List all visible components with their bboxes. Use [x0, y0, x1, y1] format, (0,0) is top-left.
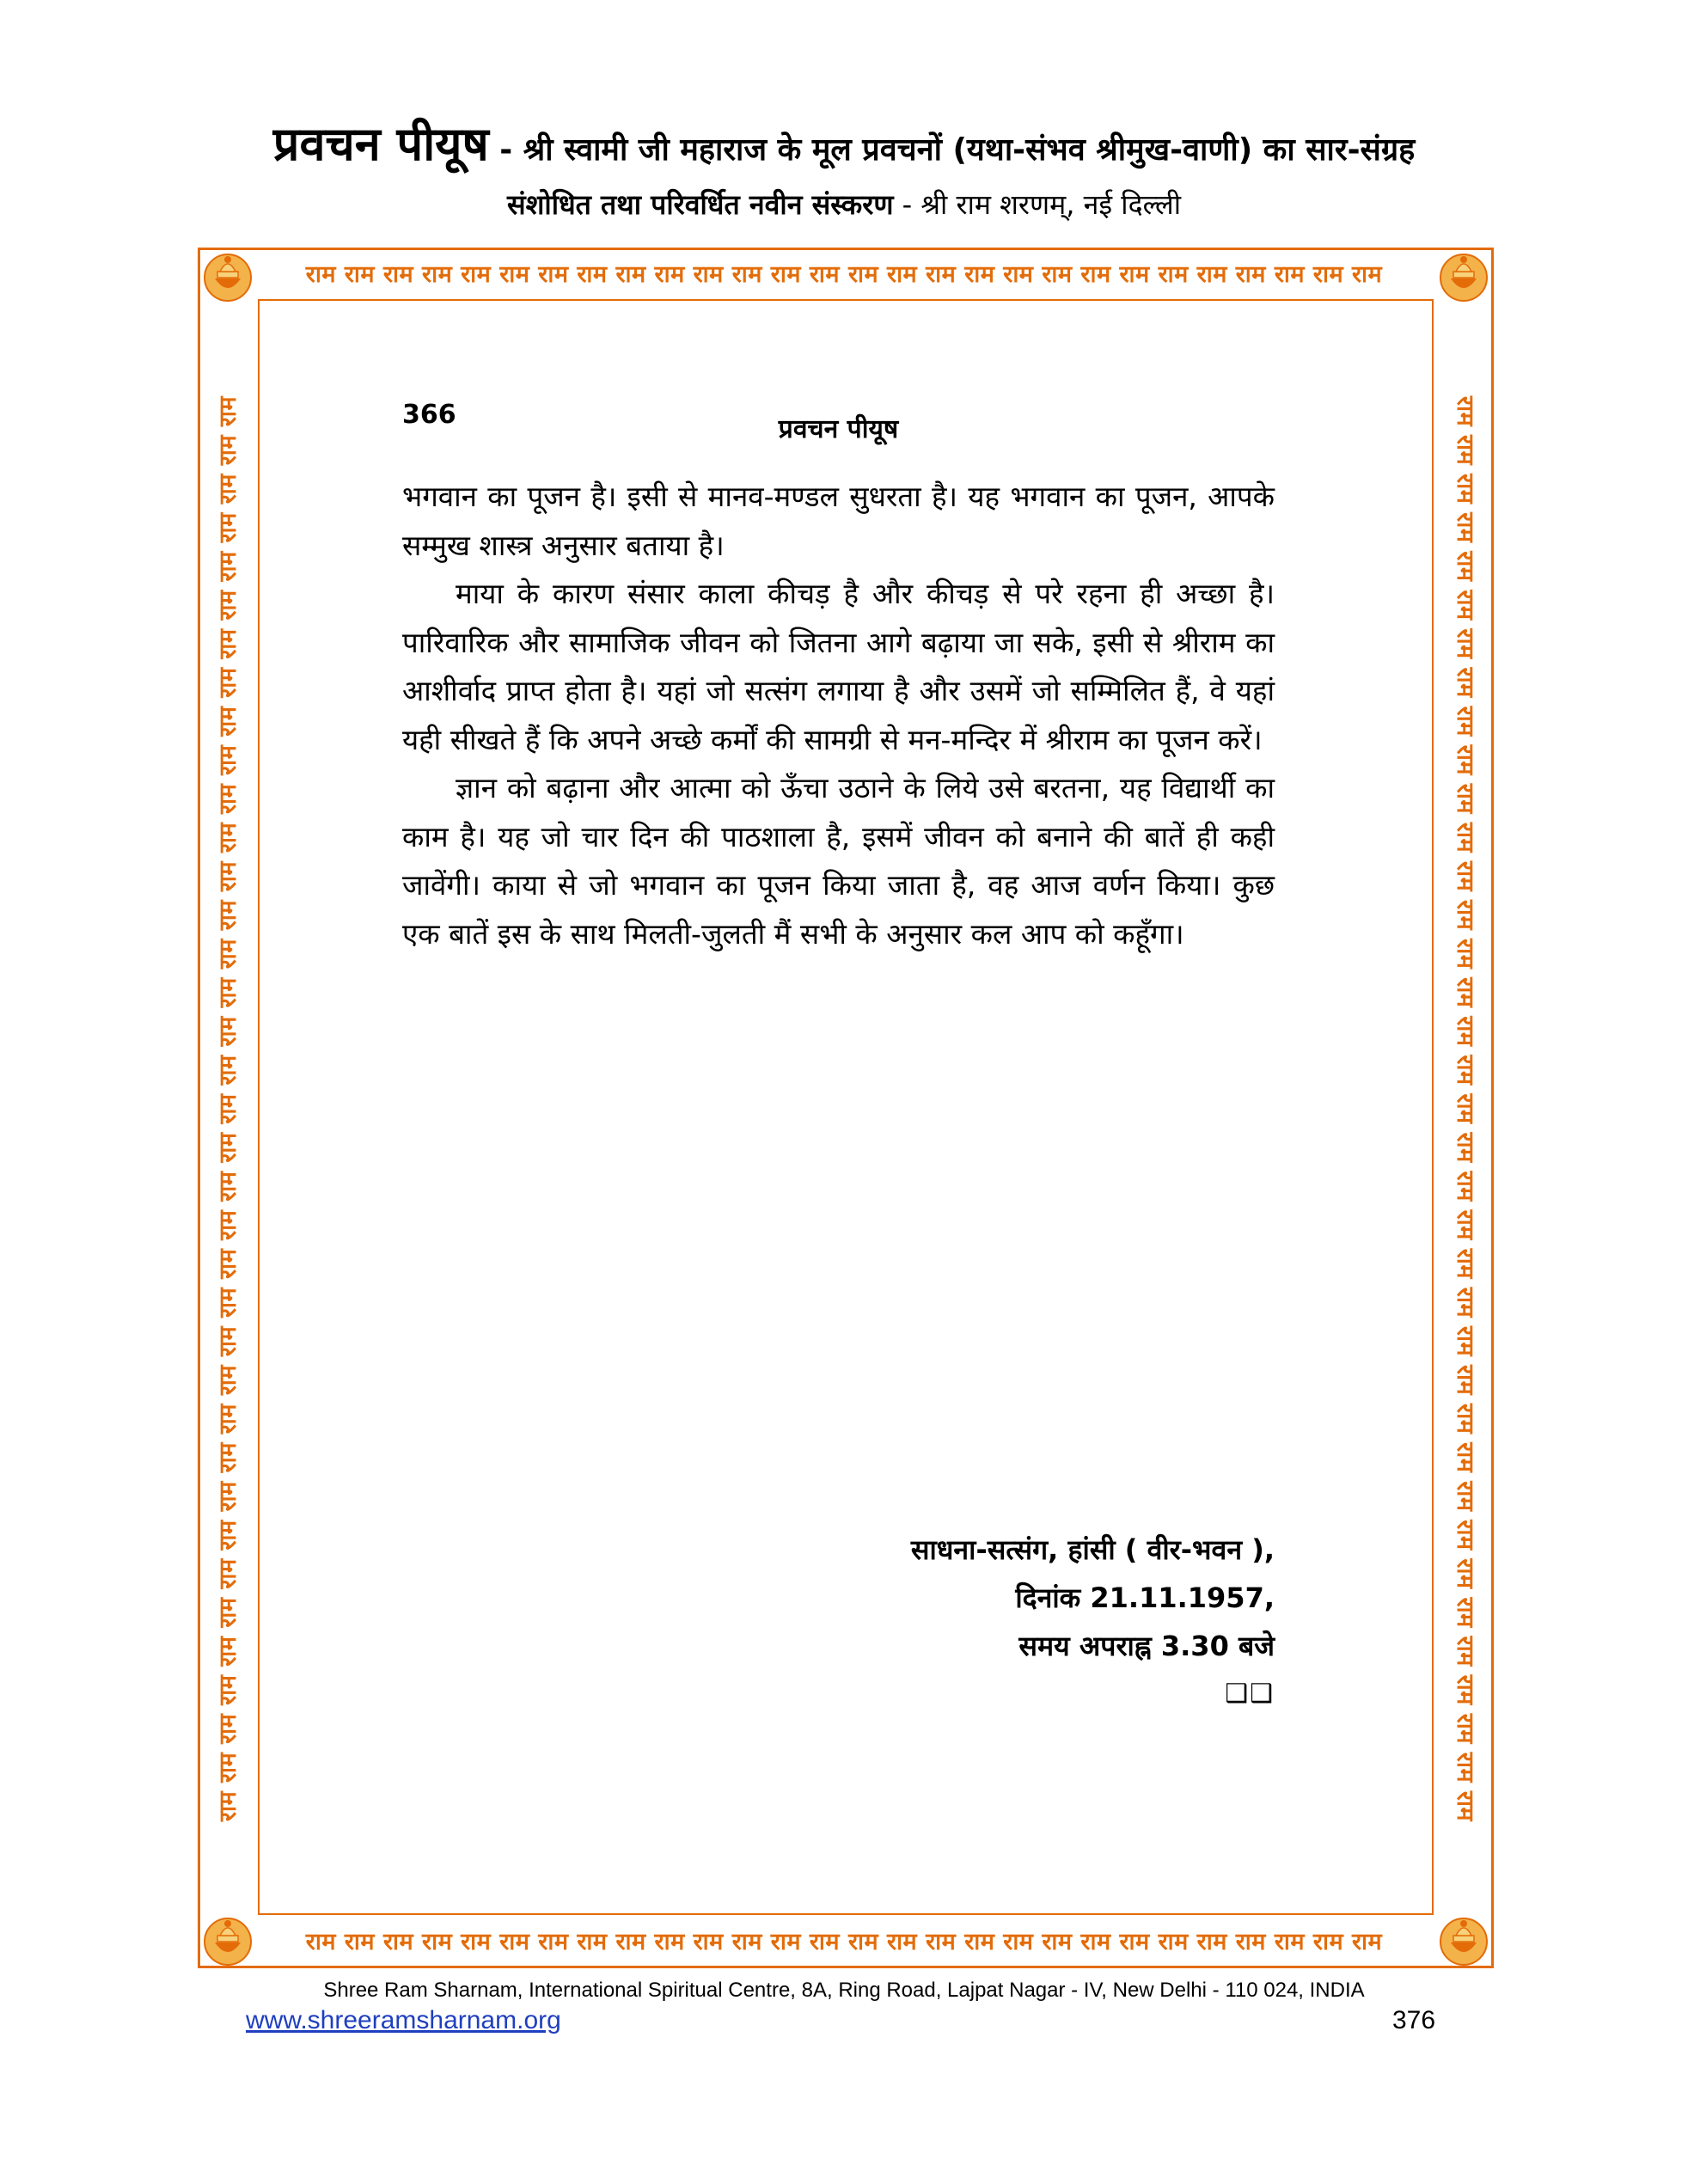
kalash-icon	[201, 249, 254, 303]
footer-address: Shree Ram Sharnam, International Spiritual Centre, 8A, Ring Road, Lajpat Nagar - IV, New Delhi - 110 024, INDIA	[323, 1979, 1365, 2002]
kalash-icon	[201, 1913, 254, 1967]
kalash-icon	[1437, 1913, 1490, 1967]
border-right-band	[1439, 309, 1490, 1908]
border-left-band	[203, 309, 254, 1908]
paragraph-3: ज्ञान को बढ़ाना और आत्मा को ऊँचा उठाने के लिये उसे बरतना, यह विद्यार्थी का काम है। यह जो चार दिन की पाठशाला है, इसमें जीवन को बनाने की बातें ही कही जावेंगी। काया से जो भगवान का पूजन किया जाता है, वह आज वर्णन किया। कुछ एक बातें इस के साथ मिलती-जुलती मैं सभी के अनुसार कल आप को कहूँगा।	[402, 771, 1275, 951]
book-page-signature	[402, 1526, 1275, 1718]
paragraph-1: भगवान का पूजन है। इसी से मानव-मण्डल सुधरता है। यह भगवान का पूजन, आपके सम्मुख शास्त्र अनुसार बताया है।	[402, 480, 1275, 562]
signature-venue: साधना-सत्संग, हांसी ( वीर-भवन ),	[910, 1533, 1275, 1566]
paragraph-2: माया के कारण संसार काला कीचड़ है और कीचड़ से परे रहना ही अच्छा है। पारिवारिक और सामाजिक जीवन को जितना आगे बढ़ाया जा सके, इसी से श्रीराम का आशीर्वाद प्राप्त होता है। यहां जो सत्संग लगाया है और उसमें जो सम्मिलित हैं, वे यहां यही सीखते हैं कि अपने अच्छे कर्मों की सामग्री से मन-मन्दिर में श्रीराम का पूजन करें।	[402, 577, 1275, 756]
book-page-body	[402, 473, 1275, 958]
border-bottom-ram-text: राम राम राम राम राम राम राम राम राम राम राम राम राम राम राम राम राम राम राम राम राम राम राम राम राम राम राम राम	[305, 1929, 1383, 1955]
book-page-title: प्रवचन पीयूष	[778, 414, 899, 444]
border-right-ram-text: राम राम राम राम राम राम राम राम राम राम राम राम राम राम राम राम राम राम राम राम राम राम राम राम राम राम राम राम राम राम राम राम राम राम राम राम राम	[1452, 395, 1478, 1822]
book-page-number: 366	[402, 400, 456, 430]
footer-website-link[interactable]: www.shreeramsharnam.org	[246, 2006, 561, 2034]
header-title-main: प्रवचन पीयूष	[272, 117, 489, 171]
end-mark: ❑❑	[1225, 1679, 1275, 1709]
document-header-subtitle	[0, 186, 1688, 223]
border-top-ram-text: राम राम राम राम राम राम राम राम राम राम राम राम राम राम राम राम राम राम राम राम राम राम राम राम राम राम राम राम	[305, 261, 1383, 288]
border-left-ram-text: राम राम राम राम राम राम राम राम राम राम राम राम राम राम राम राम राम राम राम राम राम राम राम राम राम राम राम राम राम राम राम राम राम राम राम राम राम	[215, 395, 242, 1822]
signature-date: दिनांक 21.11.1957,	[1015, 1581, 1275, 1614]
header-subtitle-rest: - श्री राम शरणम्, नई दिल्ली	[893, 188, 1181, 221]
document-header-title	[0, 110, 1688, 174]
signature-time: समय अपराह्न 3.30 बजे	[1018, 1630, 1275, 1662]
kalash-icon	[1437, 249, 1490, 303]
header-title-rest: - श्री स्वामी जी महाराज के मूल प्रवचनों (यथा-संभव श्रीमुख-वाणी) का सार-संग्रह	[488, 132, 1416, 168]
header-subtitle-bold: संशोधित तथा परिवर्धित नवीन संस्करण	[507, 188, 894, 221]
footer-page-number: 376	[1392, 2006, 1436, 2034]
